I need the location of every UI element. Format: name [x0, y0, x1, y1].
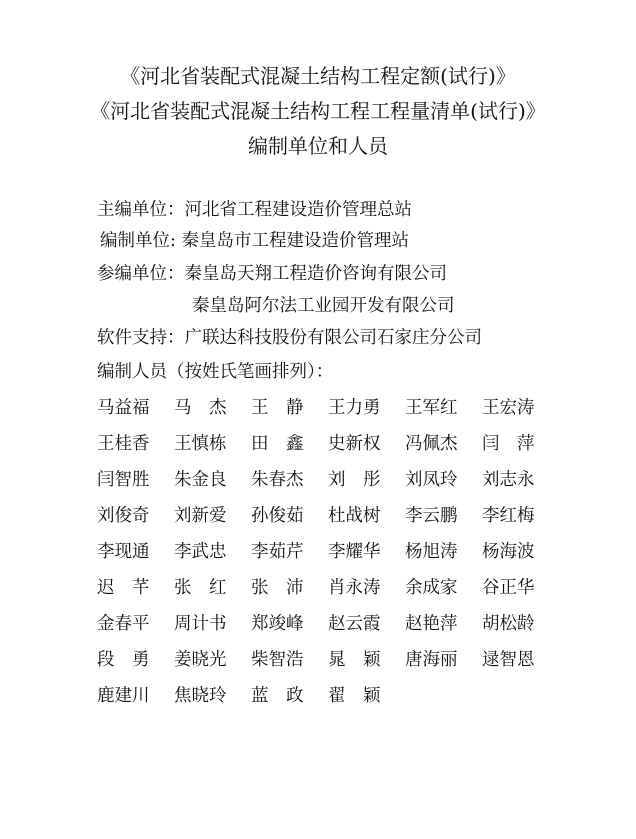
software-row: [97, 326, 482, 350]
staff-name: 姜晓光: [174, 650, 227, 670]
title-bill-of-quantities: 《河北省装配式混凝土结构工程工程量清单(试行)》: [90, 99, 546, 123]
staff-name: 闫智胜: [97, 470, 150, 490]
staff-name: 刘凤玲: [405, 470, 458, 490]
staff-name: 李云鹏: [405, 506, 458, 526]
staff-name: 王力勇: [328, 398, 381, 418]
staff-row: [97, 504, 557, 540]
staff-row: [97, 648, 557, 684]
staff-name: 张 红: [174, 578, 227, 598]
staff-name: 鹿建川: [97, 686, 150, 706]
staff-name: 史新权: [328, 434, 381, 454]
main-editor-row: [97, 198, 412, 222]
staff-name: 焦晓玲: [174, 686, 227, 706]
staff-name: 肖永涛: [328, 578, 381, 598]
staff-name: 杨旭涛: [405, 542, 458, 562]
staff-name: 马 杰: [174, 398, 227, 418]
staff-name: 胡松龄: [482, 614, 535, 634]
staff-name: 王 静: [251, 398, 304, 418]
staff-name: 杜战树: [328, 506, 381, 526]
staff-row: [97, 468, 557, 504]
staff-name: 刘新爱: [174, 506, 227, 526]
staff-name: 王宏涛: [482, 398, 535, 418]
staff-name: 金春平: [97, 614, 150, 634]
staff-row: [97, 540, 557, 576]
staff-name: 翟 颖: [328, 686, 381, 706]
staff-name: 李现通: [97, 542, 150, 562]
staff-name: 李耀华: [328, 542, 381, 562]
compiler-label: 编制单位:: [100, 231, 176, 251]
software-value: 广联达科技股份有限公司石家庄分公司: [184, 328, 482, 348]
title-quota: 《河北省装配式混凝土结构工程定额(试行)》: [120, 64, 516, 88]
staff-name: 李武忠: [174, 542, 227, 562]
title-units-and-staff: 编制单位和人员: [248, 134, 388, 158]
staff-name: 余成家: [405, 578, 458, 598]
software-label: 软件支持：: [97, 328, 185, 348]
staff-name: 杨海波: [482, 542, 535, 562]
main-editor-value: 河北省工程建设造价管理总站: [184, 200, 412, 220]
staff-name: 周计书: [174, 614, 227, 634]
staff-name: 赵云霞: [328, 614, 381, 634]
staff-name: 朱春杰: [251, 470, 304, 490]
staff-name: 张 沛: [251, 578, 304, 598]
staff-name: 田 鑫: [251, 434, 304, 454]
participant-row-2: [192, 294, 455, 318]
staff-name: 刘俊奇: [97, 506, 150, 526]
staff-name: 柴智浩: [251, 650, 304, 670]
staff-name: 朱金良: [174, 470, 227, 490]
staff-name: 赵艳萍: [405, 614, 458, 634]
main-editor-label: 主编单位：: [97, 200, 185, 220]
staff-name: 王桂香: [97, 434, 150, 454]
staff-row: [97, 576, 557, 612]
staff-name: 郑竣峰: [251, 614, 304, 634]
staff-name: 刘 彤: [328, 470, 381, 490]
participant-value-1: 秦皇岛天翔工程造价咨询有限公司: [184, 264, 447, 284]
staff-row: [97, 396, 557, 432]
staff-name: 蓝 政: [251, 686, 304, 706]
staff-heading: 编制人员（按姓氏笔画排列）：: [97, 362, 334, 382]
participant-value-2: 秦皇岛阿尔法工业园开发有限公司: [192, 296, 455, 316]
staff-name: 晁 颖: [328, 650, 381, 670]
staff-name: 马益福: [97, 398, 150, 418]
staff-name: 冯佩杰: [405, 434, 458, 454]
staff-name: 逯智恩: [482, 650, 535, 670]
staff-name: 闫 萍: [482, 434, 535, 454]
staff-name: 谷正华: [482, 578, 535, 598]
staff-name: 王慎栋: [174, 434, 227, 454]
compiler-row: [100, 229, 409, 253]
staff-name: 刘志永: [482, 470, 535, 490]
staff-name: 李红梅: [482, 506, 535, 526]
staff-list: [97, 396, 557, 720]
staff-name: 迟 芊: [97, 578, 150, 598]
staff-row: [97, 432, 557, 468]
staff-name: 段 勇: [97, 650, 150, 670]
staff-row: [97, 612, 557, 648]
staff-name: 李茹芹: [251, 542, 304, 562]
staff-name: 王军红: [405, 398, 458, 418]
participant-row: [97, 262, 447, 286]
staff-name: 唐海丽: [405, 650, 458, 670]
compiler-value: 秦皇岛市工程建设造价管理站: [181, 231, 409, 251]
staff-row: [97, 684, 557, 720]
participant-label: 参编单位：: [97, 264, 185, 284]
staff-name: 孙俊茹: [251, 506, 304, 526]
